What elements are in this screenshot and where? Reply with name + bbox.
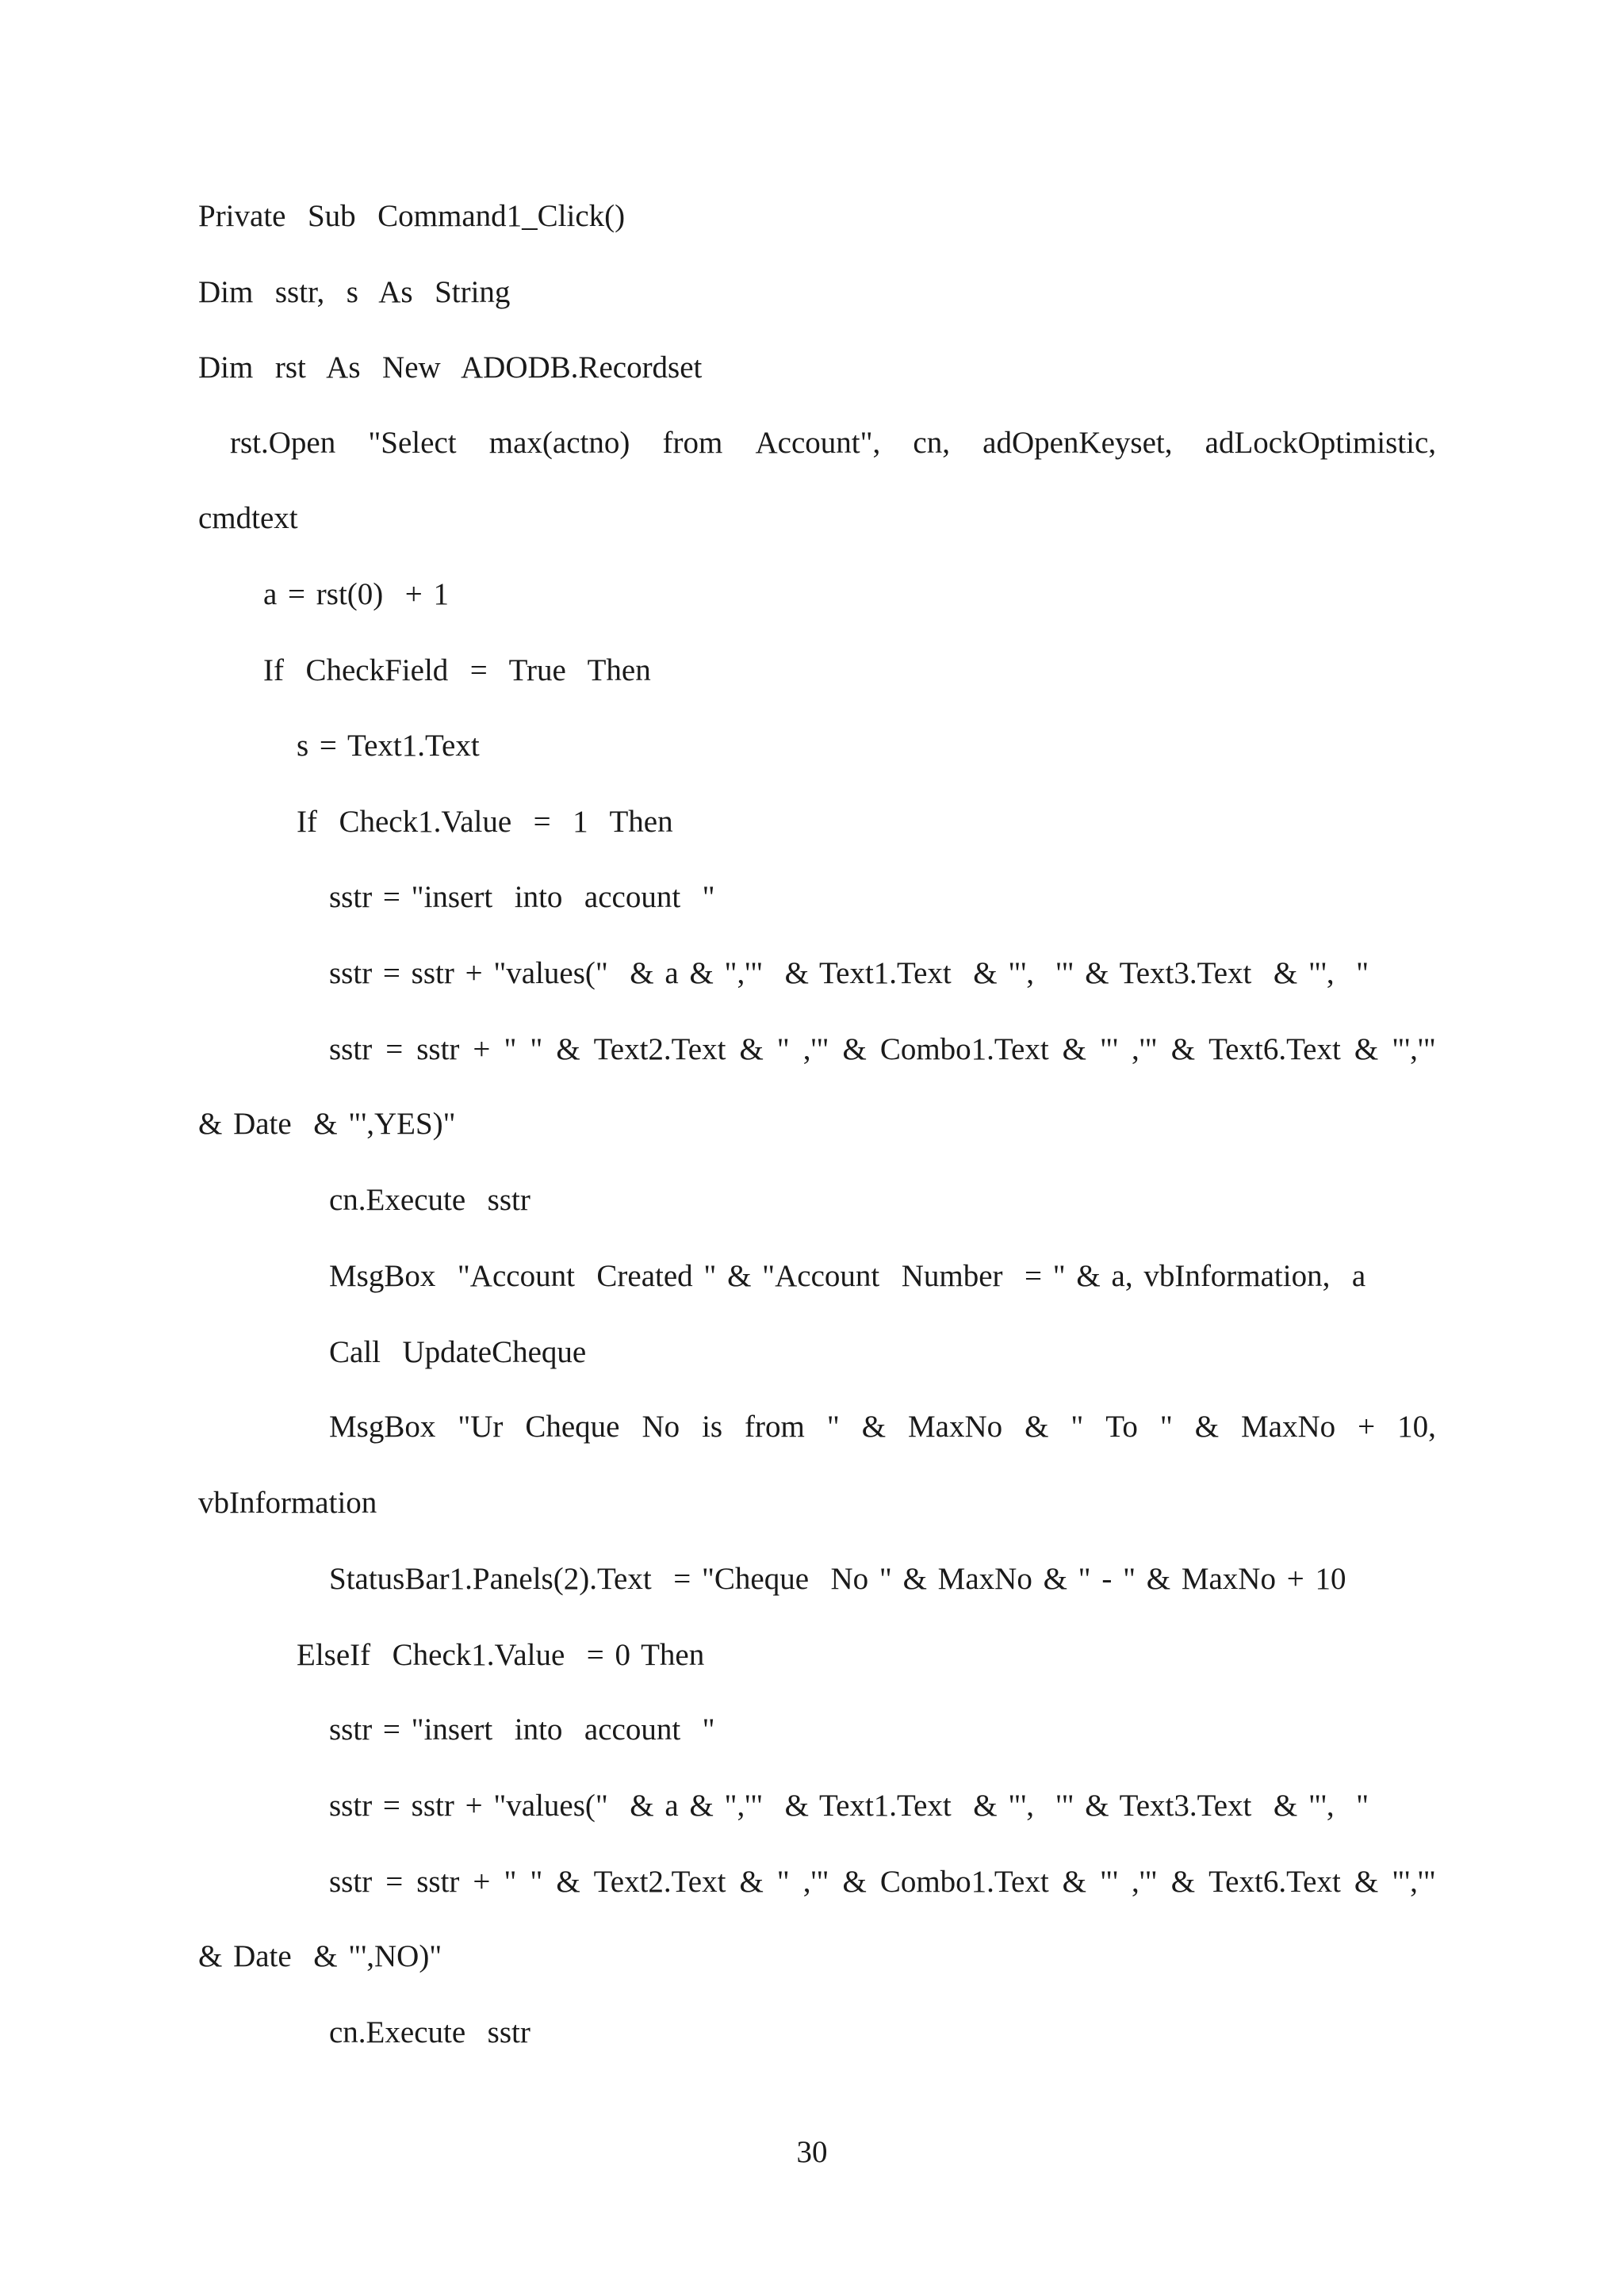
- code-token: &: [861, 1410, 887, 1444]
- code-token: Text2.Text: [593, 1865, 726, 1899]
- code-token: &: [556, 1032, 580, 1066]
- code-token: cn,: [913, 426, 950, 460]
- code-token: from: [745, 1410, 805, 1444]
- code-line: StatusBar1.Panels(2).Text = "Cheque No " & MaxNo & " - " & MaxNo + 10: [329, 1562, 1346, 1596]
- code-token: sstr: [329, 1032, 373, 1066]
- code-token: "': [1100, 1032, 1118, 1066]
- code-token: rst.Open: [230, 426, 336, 460]
- code-token: +: [1358, 1410, 1376, 1444]
- code-line: [329, 1863, 1436, 1901]
- code-line: ElseIf Check1.Value = 0 Then: [297, 1638, 705, 1672]
- code-token: ": [530, 1865, 543, 1899]
- code-token: MsgBox: [329, 1410, 436, 1444]
- code-token: +: [473, 1032, 491, 1066]
- code-line: If Check1.Value = 1 Then: [297, 805, 673, 839]
- code-token: "','": [1392, 1032, 1436, 1066]
- code-line: s = Text1.Text: [297, 729, 480, 763]
- code-token: max(actno): [488, 426, 630, 460]
- code-token: Combo1.Text: [879, 1865, 1049, 1899]
- code-line: & Date & "',NO)": [198, 1939, 442, 1973]
- code-token: &: [1354, 1032, 1379, 1066]
- code-token: MaxNo: [907, 1410, 1003, 1444]
- code-token: sstr: [416, 1865, 460, 1899]
- code-token: from: [662, 426, 723, 460]
- code-token: is: [702, 1410, 723, 1444]
- code-line: vbInformation: [198, 1486, 377, 1520]
- code-token: Cheque: [525, 1410, 620, 1444]
- code-line: Dim sstr, s As String: [198, 275, 511, 309]
- code-token: ,'": [1132, 1032, 1158, 1066]
- code-token: &: [842, 1032, 867, 1066]
- code-token: "','": [1392, 1865, 1436, 1899]
- code-token: To: [1105, 1410, 1138, 1444]
- code-line: [230, 424, 1436, 462]
- code-line: MsgBox "Account Created " & "Account Number = " & a, vbInformation, a: [329, 1259, 1366, 1293]
- code-token: +: [473, 1865, 491, 1899]
- code-token: "': [1100, 1865, 1118, 1899]
- code-token: &: [1025, 1410, 1049, 1444]
- code-token: ,'": [802, 1865, 829, 1899]
- code-line: Dim rst As New ADODB.Recordset: [198, 350, 703, 385]
- code-token: &: [842, 1865, 867, 1899]
- code-token: &: [556, 1865, 580, 1899]
- code-token: ": [826, 1410, 840, 1444]
- code-line: cmdtext: [198, 501, 298, 535]
- code-token: adLockOptimistic,: [1205, 426, 1436, 460]
- code-line: sstr = "insert into account ": [329, 880, 715, 914]
- code-token: Text6.Text: [1208, 1032, 1341, 1066]
- code-line: sstr = sstr + "values(" & a & ",'" & Text1.Text & "', '" & Text3.Text & "', ": [329, 1789, 1369, 1823]
- code-line: cn.Execute sstr: [329, 1183, 530, 1217]
- code-token: Combo1.Text: [879, 1032, 1049, 1066]
- code-token: ,'": [1132, 1865, 1158, 1899]
- code-token: 10,: [1397, 1410, 1436, 1444]
- code-token: ": [776, 1865, 790, 1899]
- code-line: sstr = "insert into account ": [329, 1712, 715, 1747]
- code-token: &: [1170, 1032, 1196, 1066]
- code-line: a = rst(0) + 1: [263, 577, 450, 611]
- code-token: sstr: [416, 1032, 460, 1066]
- code-token: Text2.Text: [593, 1032, 726, 1066]
- code-token: adOpenKeyset,: [982, 426, 1173, 460]
- page-number: 30: [796, 2135, 828, 2169]
- code-token: =: [385, 1865, 404, 1899]
- code-line: [329, 1031, 1436, 1069]
- code-token: &: [1062, 1865, 1087, 1899]
- code-token: ,'": [802, 1032, 829, 1066]
- code-line: [329, 1408, 1436, 1446]
- code-token: ": [1159, 1410, 1173, 1444]
- code-line: Call UpdateCheque: [329, 1335, 587, 1369]
- code-token: MaxNo: [1241, 1410, 1336, 1444]
- code-token: No: [642, 1410, 680, 1444]
- code-line: & Date & "',YES)": [198, 1107, 456, 1141]
- code-token: &: [739, 1032, 764, 1066]
- code-line: sstr = sstr + "values(" & a & ",'" & Text1.Text & "', '" & Text3.Text & "', ": [329, 956, 1369, 990]
- code-token: "Select: [368, 426, 457, 460]
- code-token: Account",: [755, 426, 881, 460]
- code-token: &: [1194, 1410, 1220, 1444]
- code-token: "Ur: [458, 1410, 504, 1444]
- code-token: &: [1062, 1032, 1087, 1066]
- code-token: Text6.Text: [1208, 1865, 1341, 1899]
- code-token: ": [776, 1032, 790, 1066]
- code-line: cn.Execute sstr: [329, 2015, 530, 2049]
- code-line: If CheckField = True Then: [263, 653, 651, 687]
- code-token: ": [504, 1032, 517, 1066]
- code-token: ": [530, 1032, 543, 1066]
- code-token: &: [1354, 1865, 1379, 1899]
- code-token: ": [504, 1865, 517, 1899]
- code-line: Private Sub Command1_Click(): [198, 199, 626, 233]
- code-token: ": [1071, 1410, 1084, 1444]
- code-token: sstr: [329, 1865, 373, 1899]
- code-token: &: [1170, 1865, 1196, 1899]
- code-token: =: [385, 1032, 404, 1066]
- code-token: &: [739, 1865, 764, 1899]
